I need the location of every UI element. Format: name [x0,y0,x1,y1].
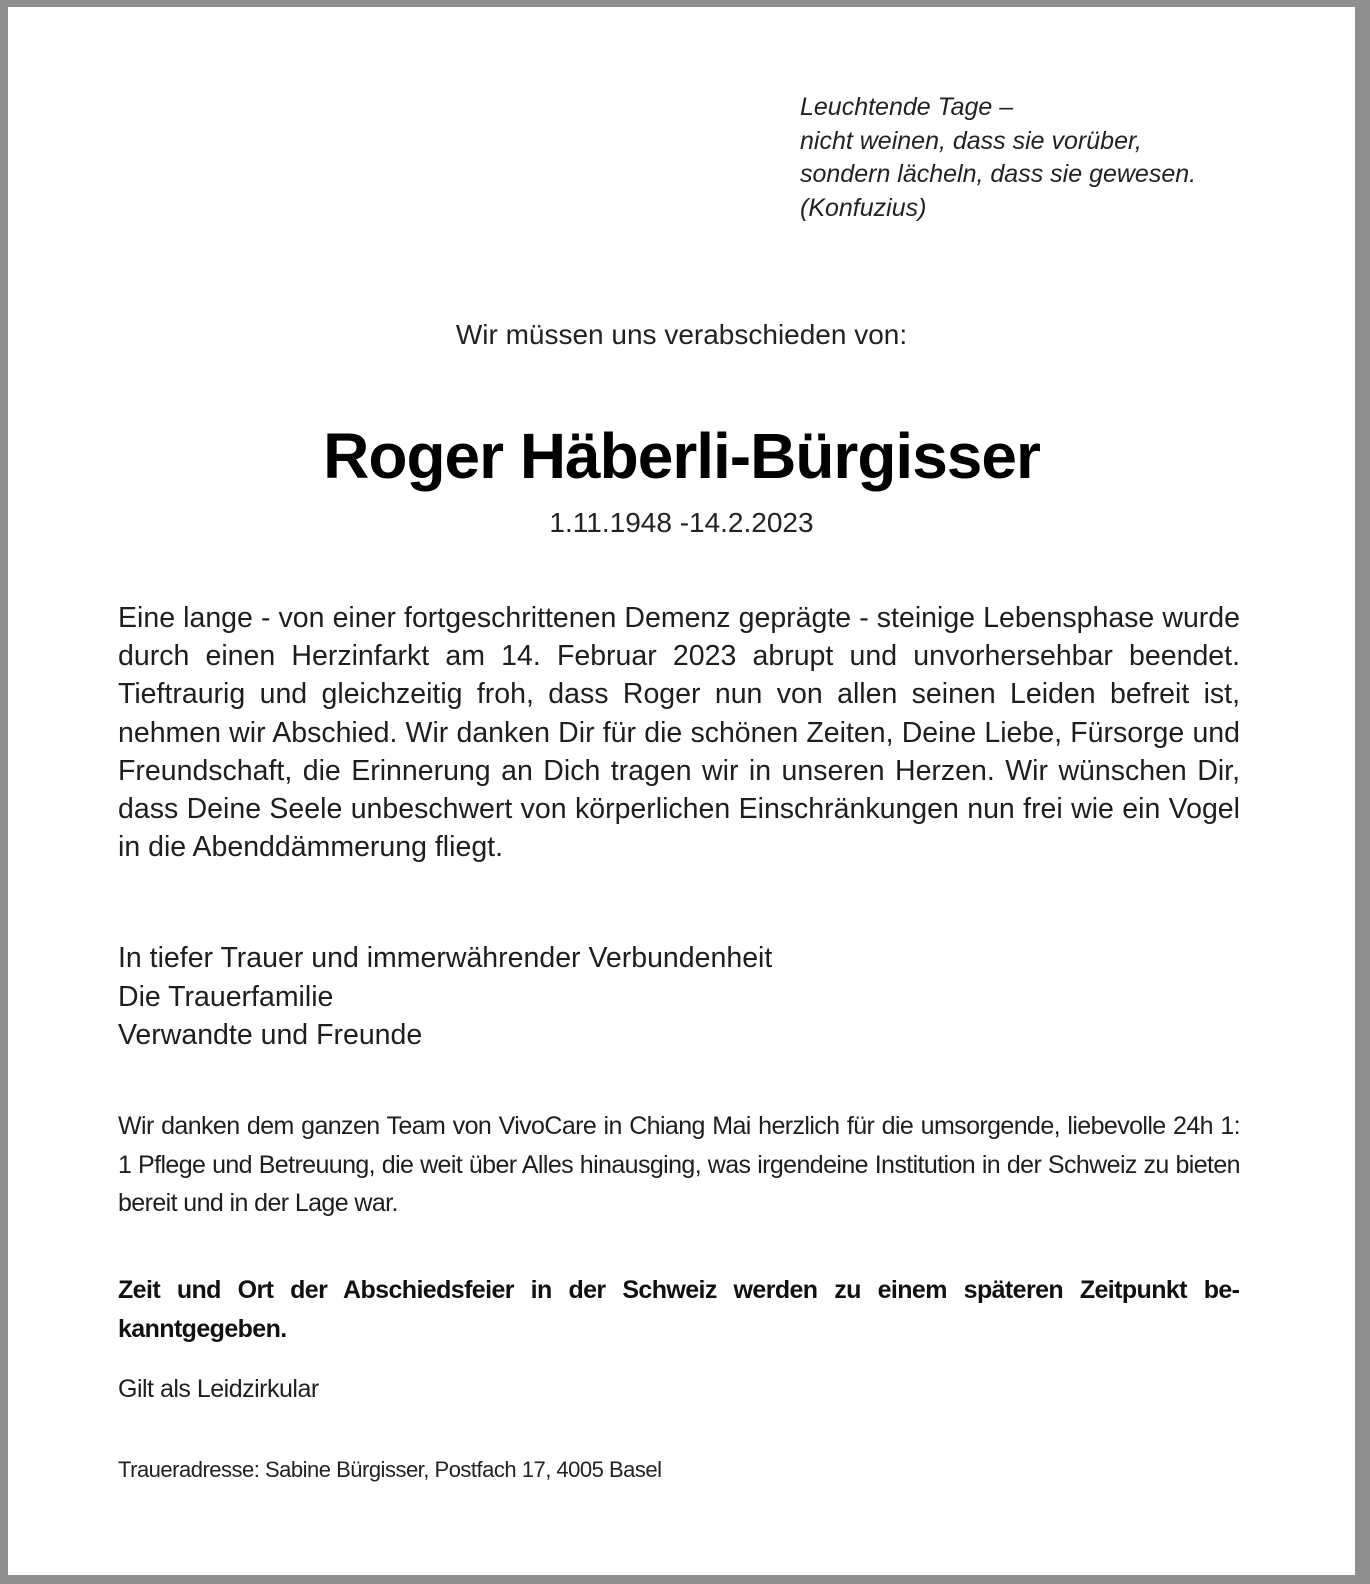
epigraph-quote [800,91,1196,225]
obituary-page [8,7,1355,1575]
signoff-line: Verwandte und Freunde [118,1019,423,1051]
deceased-name: Roger Häberli-Bürgisser [323,420,1040,492]
obituary-body: Eine lange - von einer fortgeschrittenen Demenz geprägte - steinige Lebensphase wurde durch einen Herzinfarkt am 14. Februar 2023 abrupt und unvorhersehbar beendet. Tieftraurig und gleichzeitig froh, dass Roger nun von allen seinen Leiden befreit ist, nehmen wir Abschied. Wir danken Dir für die schönen Zeiten, Deine Liebe, Fürsorge und Freundschaft, die Erinnerung an Dich tragen wir in unseren Herzen. Wir wünschen Dir, dass Deine Seele unbeschwert von körperlichen Einschränkungen nun frei wie ein Vogel in die Abenddämmerung fliegt. [118,602,1240,864]
signoff-line: Die Trauerfamilie [118,980,334,1013]
quote-attribution: (Konfuzius) [800,193,927,222]
quote-line: nicht weinen, dass sie vorüber, [800,126,1142,155]
signoff-line: In tiefer Trauer und immerwährender Verbundenheit [118,942,773,974]
mourning-address: Traueradresse: Sabine Bürgisser, Postfach 17, 4005 Basel [118,1457,662,1482]
quote-line: Leuchtende Tage – [800,93,1014,121]
circular-notice: Gilt als Leidzirkular [118,1375,319,1403]
quote-line: sondern lächeln, dass sie gewesen. [800,160,1197,188]
intro-text: Wir müssen uns verabschieden von: [455,319,908,350]
signoff-block [118,939,772,1055]
life-dates: 1.11.1948 -14.2.2023 [549,507,814,538]
ceremony-notice: Zeit und Ort der Abschiedsfeier in der Schweiz werden zu einem späteren Zeitpunkt bekanntgegeben. [118,1276,1240,1343]
thanks-paragraph: Wir danken dem ganzen Team von VivoCare in Chiang Mai herzlich für die umsorgende, liebevolle 24h 1: 1 Pflege und Betreuung, die weit über Alles hinausging, was irgendeine Institution in der Schweiz zu bieten bereit und in der Lage war. [118,1112,1240,1217]
